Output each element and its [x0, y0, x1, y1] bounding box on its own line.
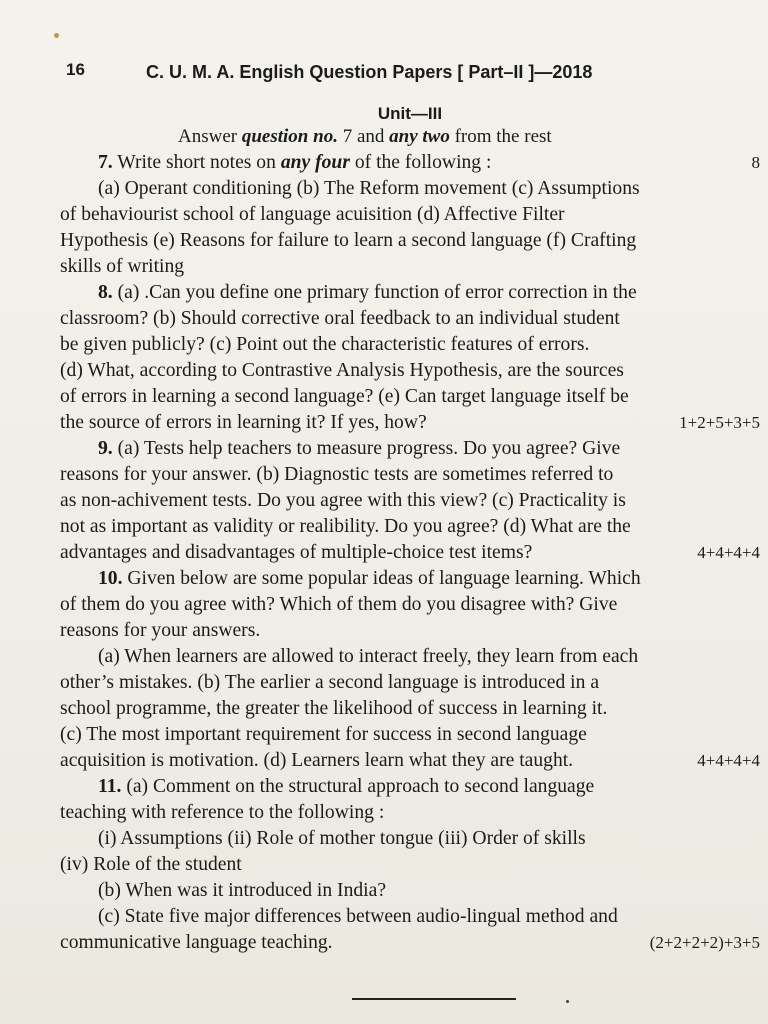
page-number: 16 — [66, 60, 85, 79]
question-10-line: reasons for your answers. — [60, 620, 261, 641]
question-11-line: (iv) Role of the student — [60, 854, 242, 875]
question-9-line: as non-achivement tests. Do you agree with this view? (c) Practicality is — [60, 490, 626, 511]
question-8-line — [60, 410, 760, 436]
questions-body — [60, 150, 760, 956]
question-8-line — [60, 280, 760, 306]
question-8 — [60, 280, 760, 436]
question-10-line: other’s mistakes. (b) The earlier a second language is introduced in a — [60, 672, 600, 693]
question-10-line: of them do you agree with? Which of them do you disagree with? Give — [60, 594, 618, 615]
line-text: (a) When learners are allowed to interact freely, they learn from each — [98, 646, 639, 667]
question-10-marks: 4+4+4+4 — [697, 751, 760, 770]
line-text: communicative language teaching. — [60, 932, 333, 953]
line-text: (a) Operant conditioning (b) The Reform movement (c) Assumptions — [98, 178, 640, 199]
question-10-line: school programme, the greater the likelihood of success in learning it. — [60, 698, 608, 719]
question-10-line — [60, 644, 760, 670]
question-text: Write short notes on — [117, 152, 281, 173]
question-11-line — [60, 904, 760, 930]
question-11-line — [60, 878, 760, 904]
question-11-line — [60, 930, 760, 956]
line-text: (a) Tests help teachers to measure progress. Do you agree? Give — [117, 438, 621, 459]
question-10-line — [60, 566, 760, 592]
question-7-line — [60, 176, 760, 202]
instruction — [178, 126, 552, 148]
page-title: C. U. M. A. English Question Papers [ Part–II ]—2018 — [146, 62, 593, 82]
question-9-line: not as important as validity or realibility. Do you agree? (d) What are the — [60, 516, 631, 537]
ink-dot — [566, 1000, 569, 1003]
instruction-emphasis: any two — [389, 126, 450, 147]
question-number: 8. — [98, 282, 113, 303]
question-11-line — [60, 826, 760, 852]
question-7 — [60, 150, 760, 280]
question-8-line: of errors in learning a second language? (e) Can target language itself be — [60, 386, 629, 407]
line-text: the source of errors in learning it? If yes, how? — [60, 412, 427, 433]
question-11-marks: (2+2+2+2)+3+5 — [649, 933, 760, 952]
question-11 — [60, 774, 760, 956]
question-number: 11. — [98, 776, 122, 797]
question-emphasis: any four — [280, 152, 350, 173]
question-7-line: skills of writing — [60, 256, 185, 277]
question-9-line — [60, 540, 760, 566]
question-10-line — [60, 748, 760, 774]
question-9 — [60, 436, 760, 566]
question-9-marks: 4+4+4+4 — [697, 543, 760, 562]
instruction-text: 7 and — [337, 126, 390, 147]
question-8-line: be given publicly? (c) Point out the characteristic features of errors. — [60, 334, 590, 355]
instruction-text: from the rest — [449, 126, 552, 147]
question-number: 9. — [98, 438, 113, 459]
instruction-emphasis: question no. — [241, 126, 338, 147]
question-10 — [60, 566, 760, 774]
line-text: (a) .Can you define one primary function of error correction in the — [117, 282, 637, 303]
question-8-line: (d) What, according to Contrastive Analysis Hypothesis, are the sources — [60, 360, 624, 381]
question-number: 7. — [98, 152, 113, 173]
question-9-line: reasons for your answer. (b) Diagnostic tests are sometimes referred to — [60, 464, 614, 485]
question-11-line — [60, 774, 760, 800]
question-9-line — [60, 436, 760, 462]
question-10-line: (c) The most important requirement for success in second language — [60, 724, 587, 745]
end-rule — [352, 998, 516, 1000]
line-text: (a) Comment on the structural approach to second language — [126, 776, 595, 797]
instruction-text: Answer — [178, 126, 242, 147]
line-text: acquisition is motivation. (d) Learners learn what they are taught. — [60, 750, 574, 771]
question-7-line: of behaviourist school of language acuisition (d) Affective Filter — [60, 204, 565, 225]
unit-heading: Unit—III — [377, 104, 443, 123]
question-text: of the following : — [349, 152, 492, 173]
ink-dot — [54, 33, 59, 38]
question-8-marks: 1+2+5+3+5 — [679, 413, 760, 432]
question-7-marks: 8 — [751, 153, 760, 172]
question-number: 10. — [98, 568, 123, 589]
line-text: advantages and disadvantages of multiple-choice test items? — [60, 542, 533, 563]
question-7-stem — [60, 150, 760, 176]
line-text: (c) State five major differences between audio-lingual method and — [98, 906, 618, 927]
line-text: (b) When was it introduced in India? — [98, 880, 387, 901]
question-7-line: Hypothesis (e) Reasons for failure to learn a second language (f) Crafting — [60, 230, 637, 251]
line-text: (i) Assumptions (ii) Role of mother tongue (iii) Order of skills — [98, 828, 586, 849]
question-11-line: teaching with reference to the following : — [60, 802, 385, 823]
line-text: Given below are some popular ideas of language learning. Which — [127, 568, 641, 589]
question-8-line: classroom? (b) Should corrective oral feedback to an individual student — [60, 308, 620, 329]
